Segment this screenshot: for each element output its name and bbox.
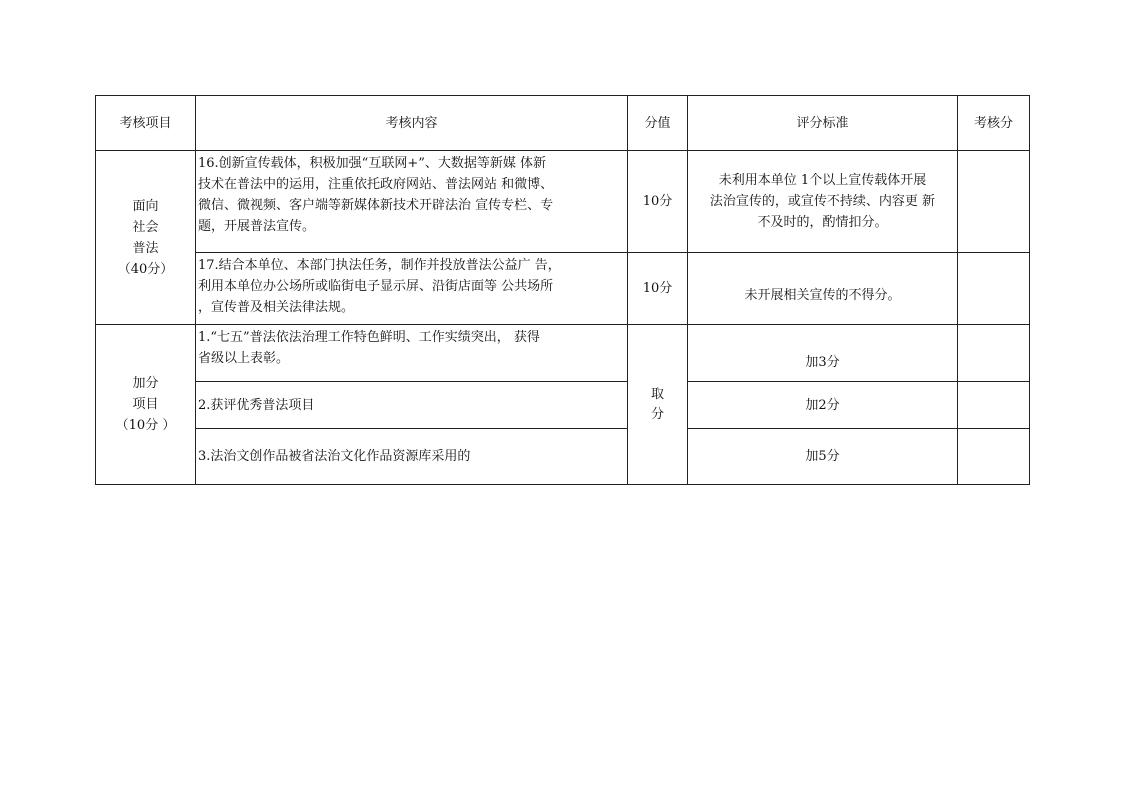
criteria-bonus-2: 加2分 <box>688 382 958 429</box>
assessed-score-cell[interactable] <box>958 253 1030 325</box>
header-score: 分值 <box>628 96 688 151</box>
header-content: 考核内容 <box>196 96 628 151</box>
category-bonus-items: 加分 项目 （10分 ） <box>96 325 196 485</box>
score-item-16: 10分 <box>628 151 688 253</box>
assessed-score-cell[interactable] <box>958 325 1030 382</box>
content-item-17: 17.结合本单位、本部门执法任务，制作并投放普法公益广 告， 利用本单位办公场所或临街电子显示屏、沿街店面等 公共场所 ，宣传普及相关法律法规。 <box>196 253 628 325</box>
score-bonus-merged: 取 分 <box>628 325 688 485</box>
content-bonus-1: 1.“七五”普法依法治理工作特色鲜明、工作实绩突出， 获得 省级以上表彰。 <box>196 325 628 382</box>
assessed-score-cell[interactable] <box>958 382 1030 429</box>
table-row <box>96 253 1030 325</box>
table-row <box>96 382 1030 429</box>
table-row <box>96 429 1030 485</box>
assessment-table <box>95 95 1030 485</box>
criteria-bonus-3: 加5分 <box>688 429 958 485</box>
criteria-bonus-1: 加3分 <box>688 325 958 382</box>
table-row <box>96 325 1030 382</box>
score-item-17: 10分 <box>628 253 688 325</box>
criteria-item-17: 未开展相关宣传的不得分。 <box>688 253 958 325</box>
content-bonus-3: 3.法治文创作品被省法治文化作品资源库采用的 <box>196 429 628 485</box>
assessed-score-cell[interactable] <box>958 429 1030 485</box>
content-bonus-2: 2.获评优秀普法项目 <box>196 382 628 429</box>
category-social-publicity: 面向 社会 普法 （40分） <box>96 151 196 325</box>
header-criteria: 评分标准 <box>688 96 958 151</box>
header-assessed-score: 考核分 <box>958 96 1030 151</box>
content-item-16: 16.创新宣传载体，积极加强“互联网+”、大数据等新媒 体新 技术在普法中的运用，注重依托政府网站、普法网站 和微博、 微信、微视频、客户端等新媒体新技术开辟法治 宣传专栏、专 题，开展普法宣传。 <box>196 151 628 253</box>
header-row <box>96 96 1030 151</box>
assessed-score-cell[interactable] <box>958 151 1030 253</box>
criteria-item-16: 未利用本单位 1个以上宣传载体开展 法治宣传的，或宣传不持续、内容更 新 不及时的，酌情扣分。 <box>688 151 958 253</box>
table-row <box>96 151 1030 253</box>
header-item: 考核项目 <box>96 96 196 151</box>
